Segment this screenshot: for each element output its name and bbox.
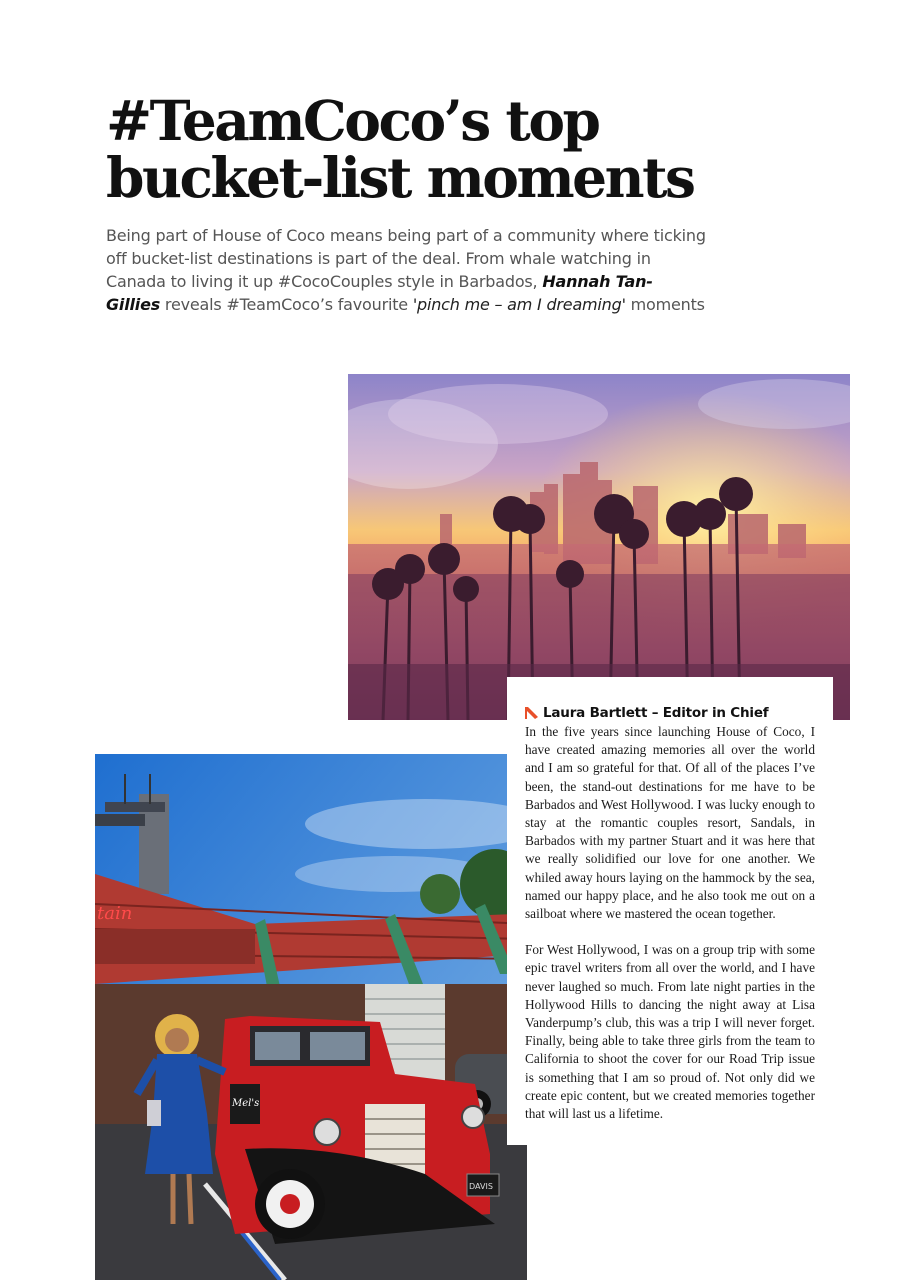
standfirst-part-3: moments: [625, 295, 705, 314]
standfirst-part-1: Being part of House of Coco means being part of a community where ticking off bucket-list destinations is part of the deal. From whale watching in Canada to living it up #CocoCouples style in Barbados,: [106, 226, 706, 291]
feature-paragraph-2: For West Hollywood, I was on a group trip with some epic travel writers from all over the world, and I have never laughed so much. From late night parties in the Hollywood Hills to dancing the night away at Lisa Vanderpump’s club, this was a trip I will never forget. Finally, being able to take three girls from the team to California to shoot the cover for our Road Trip issue is something that I am so proud of. Not only did we create epic content, but we created memories together that will last us a lifetime.: [525, 942, 815, 1122]
woman-with-red-vintage-truck-photo-icon: [95, 754, 527, 1280]
article-title-line-1: #TeamCoco’s top: [106, 88, 599, 153]
diner-sign-text: tain: [97, 903, 133, 924]
los-angeles-skyline-photo: [348, 374, 850, 720]
byline-text: Laura Bartlett – Editor in Chief: [543, 705, 769, 721]
article-standfirst: [106, 224, 706, 316]
editor-feature-box: [507, 677, 833, 1145]
standfirst-quote: 'pinch me – am I dreaming': [412, 295, 626, 314]
feature-paragraph-1: In the five years since launching House of Coco, I have created amazing memories all over the world and I am so grateful for that. Of all of the places I’ve been, the stand-out destinations for me have to be Barbados and West Hollywood. I was lucky enough to stay at the romantic couples resort, Sandals, in Barbados with my partner Stuart and it was here that we really solidified our love for one another. We whiled away hours laying on the hammock by the sea, named our happy place, and he also took me out on a sailboat where we mastered the ocean together.: [525, 724, 815, 922]
feature-body: [525, 723, 815, 1123]
red-truck-photo: [95, 754, 527, 1280]
los-angeles-skyline-sunset-photo-icon: [348, 374, 850, 720]
standfirst-part-2: reveals #TeamCoco’s favourite: [160, 295, 413, 314]
article-title-line-2: bucket-list moments: [106, 145, 694, 210]
article-title: [106, 88, 806, 210]
arrow-icon: [525, 706, 539, 720]
truck-plate-text: DAVIS: [469, 1182, 493, 1191]
standfirst-author: Hannah Tan-Gillies: [106, 272, 653, 314]
editor-byline: [525, 705, 815, 721]
truck-door-text: Mel's: [232, 1098, 260, 1109]
